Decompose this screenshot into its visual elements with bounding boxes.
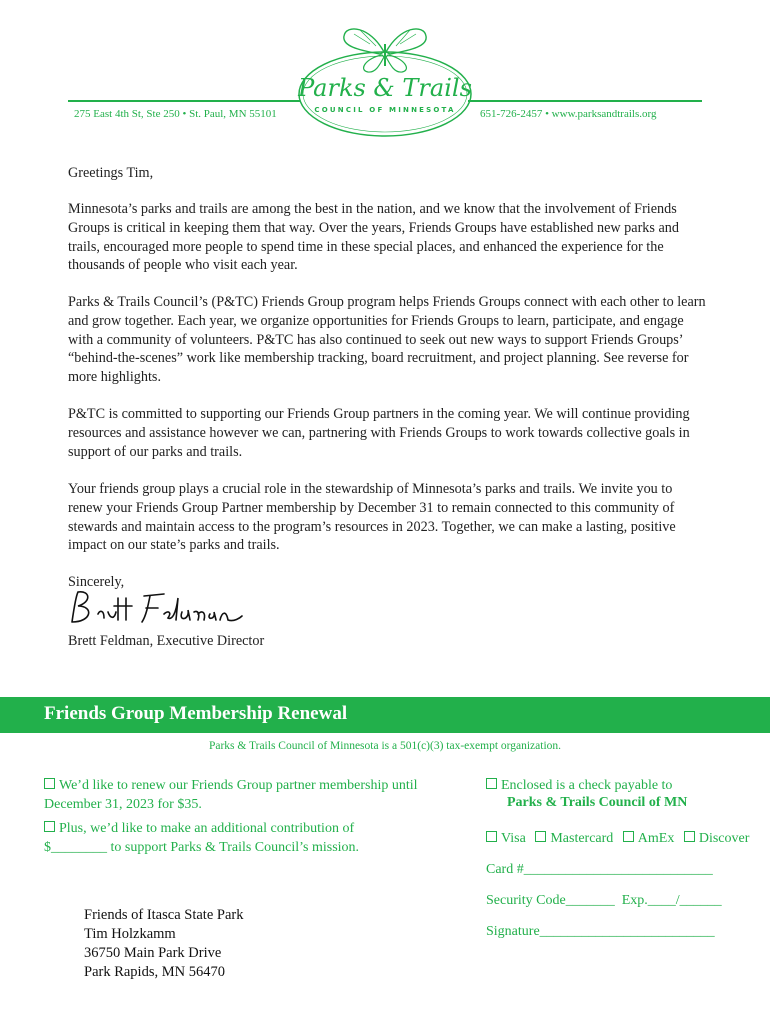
amex-label: AmEx: [637, 831, 675, 846]
renewal-header-band: [0, 697, 770, 733]
mastercard-label: Mastercard: [550, 831, 614, 846]
header-rule-left: [68, 100, 300, 102]
security-exp-field[interactable]: Security Code_______ Exp.____/______: [486, 893, 722, 908]
logo-subtitle: COUNCIL OF MINNESOTA: [314, 106, 456, 114]
handwritten-signature: [64, 588, 244, 630]
renew-option-label: We’d like to renew our Friends Group partner membership until December 31, 2023 for $35.: [44, 778, 418, 812]
contribution-option[interactable]: [44, 819, 404, 857]
card-option-visa[interactable]: [486, 831, 526, 846]
tax-exempt-note: Parks & Trails Council of Minnesota is a 501(c)(3) tax-exempt organization.: [208, 740, 562, 752]
renewal-title: Friends Group Membership Renewal: [44, 703, 348, 724]
header-rule-right: [468, 100, 702, 102]
paragraph-4: Your friends group plays a crucial role in the stewardship of Minnesota’s parks and trails. We invite you to renew your Friends Group Partner membership by December 31 to remain connected to this community of stewards and maintain access to the program’s resources in 2023. Together, we can make a lasting, positive impact on our state’s parks and trails.: [68, 481, 676, 554]
contribution-option-label: Plus, we’d like to make an additional contribution of $________ to support Parks & Trails Council’s mission.: [44, 821, 360, 855]
recipient-street: 36750 Main Park Drive: [84, 945, 222, 961]
renew-checkbox[interactable]: [44, 778, 55, 789]
visa-checkbox[interactable]: [486, 831, 497, 842]
visa-label: Visa: [501, 831, 526, 846]
parks-trails-logo: [292, 22, 478, 138]
butterfly-icon: [340, 22, 430, 76]
recipient-org: Friends of Itasca State Park: [84, 907, 244, 923]
paragraph-1: Minnesota’s parks and trails are among the best in the nation, and we know that the involvement of Friends Groups is critical in keeping them that way. Over the years, Friends Groups have established new parks and trails, encouraged more people to spend time in these special places, and enhanced the experience for the thousands of people who visit each year.: [68, 201, 679, 274]
discover-label: Discover: [698, 831, 750, 846]
renew-option[interactable]: [44, 776, 424, 814]
card-option-amex[interactable]: [623, 831, 675, 846]
card-option-mastercard[interactable]: [535, 831, 613, 846]
paragraph-3: P&TC is committed to supporting our Friends Group partners in the coming year. We will continue providing resources and assistance however we can, partnering with Friends Groups to work towards collective goals in support of our parks and trails.: [68, 406, 690, 460]
discover-checkbox[interactable]: [684, 831, 695, 842]
signature-image: [64, 588, 244, 630]
header-contact: 651-726-2457 • www.parksandtrails.org: [480, 108, 657, 120]
greeting: Greetings Tim,: [68, 165, 154, 181]
card-options: [486, 829, 749, 848]
recipient-address: [84, 906, 243, 982]
header-address: 275 East 4th St, Ste 250 • St. Paul, MN 55101: [74, 108, 277, 120]
card-number-field[interactable]: Card #___________________________: [486, 862, 713, 877]
card-option-discover[interactable]: [684, 831, 750, 846]
check-payee: Parks & Trails Council of MN: [507, 795, 688, 810]
recipient-name: Tim Holzkamm: [84, 926, 176, 942]
check-checkbox[interactable]: [486, 778, 497, 789]
closing: Sincerely,: [68, 574, 125, 590]
amex-checkbox[interactable]: [623, 831, 634, 842]
contribution-checkbox[interactable]: [44, 821, 55, 832]
signer-name: Brett Feldman, Executive Director: [68, 633, 265, 649]
mastercard-checkbox[interactable]: [535, 831, 546, 842]
logo-title: Parks & Trails: [298, 74, 472, 102]
recipient-city: Park Rapids, MN 56470: [84, 964, 225, 980]
check-option-label: Enclosed is a check payable to: [501, 778, 673, 793]
signature-field[interactable]: Signature_________________________: [486, 924, 715, 939]
paragraph-2: Parks & Trails Council’s (P&TC) Friends Group program helps Friends Groups connect with each other to learn and grow together. Each year, we organize opportunities for Friends Groups to learn, participate, and engage with a community of volunteers. P&TC has also continued to seek out new ways to support Friends Groups’ “behind-the-scenes” work like membership tracking, board recruitment, and project planning. See reverse for more highlights.: [68, 294, 706, 386]
